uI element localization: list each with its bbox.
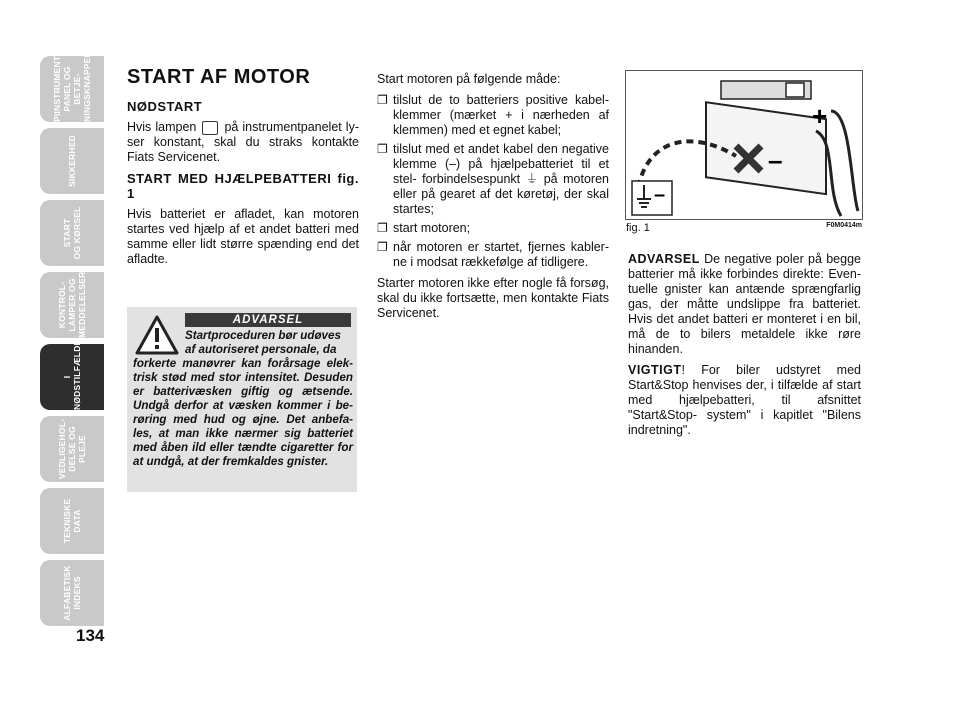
nodstart-text-b: på instrumentpanelet ly- ser konstant, skal du straks kontakte Fiats Servicenet. [127,120,359,164]
tab-label-line: INDEKS [72,576,82,610]
tab-label-line: VEDLIGEHOL- [57,418,67,480]
tab-label-line: PLEJE [77,435,87,463]
hjaelpebatteri-heading: START MED HJÆLPEBATTERI fig. 1 [127,171,359,201]
tab-kontrollamper[interactable] [40,272,104,338]
tab-label-line: OG KØRSEL [72,206,82,260]
tab-label-line: DELSE OG [67,426,77,472]
tab-sikkerhed[interactable] [40,128,104,194]
tab-instrumentpanel[interactable] [40,51,104,122]
page-number: 134 [76,626,105,645]
tab-label-line: START [62,218,72,248]
tab-start-og-korsel[interactable] [40,200,104,266]
list-item: ❐ når motoren er startet, fjernes kabler- ne i modsat rækkefølge af tidligere. [377,240,609,270]
vigtigt-label: VIGTIGT [628,363,682,377]
vigtigt-paragraph [628,363,861,438]
warning-box [127,307,357,492]
page-title: START AF MOTOR [127,66,311,88]
list-item: ❐ start motoren; [377,221,609,236]
warning-lamp-icon [202,121,218,135]
tab-label-line: MEDDELELSER [77,271,87,338]
tab-alfabetisk-indeks[interactable] [40,560,104,626]
tab-label-line: LAMPER OG [67,278,77,332]
right-column [628,252,861,444]
advarsel-label: ADVARSEL [628,252,700,266]
tab-label-line: KONTROL- [57,281,67,329]
tab-label-line: TEKNISKE [62,498,72,544]
svg-text:+: + [812,101,828,131]
procedure-intro: Start motoren på følgende måde: [377,72,561,86]
left-column [127,66,359,273]
vigtigt-text: ! For biler udstyret med Start&Stop henvises der, i tilfælde af start med hjælpebatteri, til afsnittet "Start&Stop- system" i kapitlet "Bilens indretning". [628,363,861,437]
procedure-outro: Starter motoren ikke efter nogle få forsøg, skal du ikke fortsætte, men kontakte Fiats Servicenet. [377,276,609,320]
tab-tekniske-data[interactable] [40,488,104,554]
warning-text-rest: forkerte manøvrer kan forårsage elek- trisk stød med stor intensitet. Desuden er batterivæsken giftig og ætsende. Undgå derfor at væsken kommer i be- røring med hud og øjne. Det anbefa- les, at man ikke nærmer sig batteriet med åben ild eller tændte cigaretter for at undgå, at der fremkaldes gnister. [133,357,353,468]
svg-text:–: – [654,184,666,206]
tab-label-line: SIKKERHED [67,135,77,187]
hjaelpebatteri-text: Hvis batteriet er afladet, kan motoren startes ved hjælp af et andet batteri med samme eller lidt større spænding end det afladte. [127,207,359,266]
nodstart-text [127,120,359,165]
warning-label: ADVARSEL [185,313,351,327]
figure-caption [626,222,862,234]
procedure-steps [377,93,609,270]
tab-label-line: DATA [72,509,82,533]
battery-illustration [626,71,862,219]
tab-label-line: NØDSTILFÆLDE [72,339,82,410]
warning-text-line: Startproceduren bør udøves [185,329,341,342]
nodstart-heading: NØDSTART [127,99,203,114]
tab-label-line: PIINSTRUMENT- [52,53,62,122]
svg-text:–: – [768,145,783,175]
tab-label-line: ALFABETISK [62,565,72,621]
advarsel-paragraph [628,252,861,357]
advarsel-text: De negative poler på begge batterier må ikke forbindes direkte: Even- tuelle gnister kan antænde sprængfarlig gas, der måtte undslippe fra batteriet. Hvis det andet batteri er monteret i en bil, må de to bilers metaldele ikke røre hinanden. [628,252,861,356]
nodstart-text-a: Hvis lampen [127,120,197,134]
list-item: ❐ tilslut med et andet kabel den negative klemme (–) på hjælpebatteriet til et stel- forbindelsespunkt ⏚ på motoren eller på gearet af det køretøj, der skal startes; [377,142,609,217]
tab-label-line: I [62,375,72,379]
warning-text [133,329,353,469]
middle-column [377,72,609,327]
tab-label-line: PANEL OG BETJE- [62,66,82,112]
tab-vedligeholdelse[interactable] [40,416,104,482]
tab-label-line: NINGSKNAPPER [82,51,92,122]
warning-text-line: af autoriseret personale, da [185,343,337,356]
figure-code: F0M0414m [826,222,862,229]
tab-i-nodstilfaelde[interactable] [40,339,104,410]
figure-number: fig. 1 [626,222,650,234]
list-item: ❐ tilslut de to batteriers positive kabel- klemmer (mærket + i nærheden af klemmen) med et egnet kabel; [377,93,609,138]
figure-battery [625,70,863,220]
